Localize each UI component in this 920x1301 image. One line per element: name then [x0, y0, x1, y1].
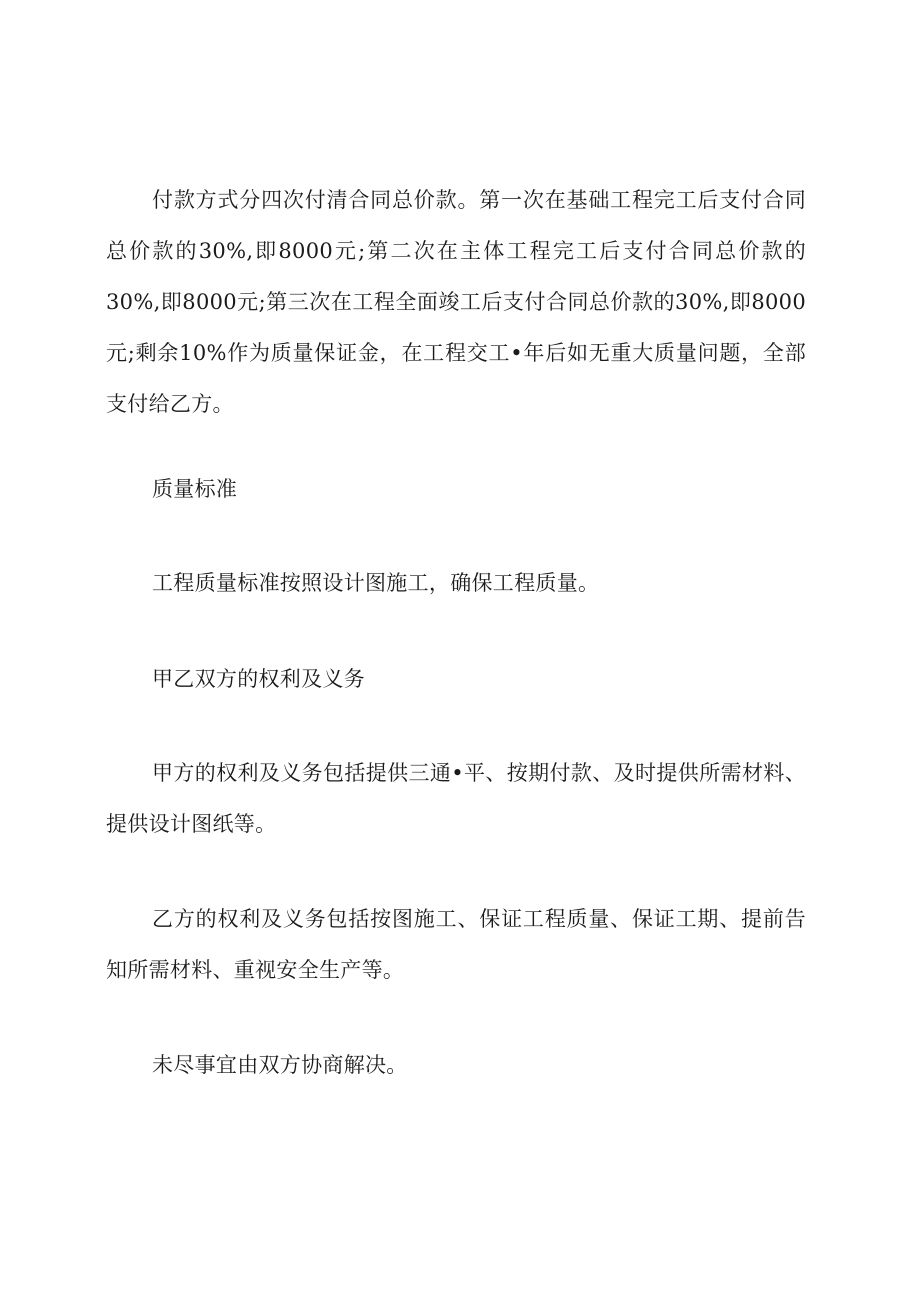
- party-a-rights-paragraph: 甲方的权利及义务包括提供三通•平、按期付款、及时提供所需材料、提供设计图纸等。: [106, 761, 806, 836]
- party-b-rights-paragraph: 乙方的权利及义务包括按图施工、保证工程质量、保证工期、提前告知所需材料、重视安全生产等。: [106, 907, 806, 982]
- quality-standard-heading: 质量标准: [152, 477, 238, 501]
- miscellaneous-paragraph: 未尽事宜由双方协商解决。: [152, 1053, 408, 1077]
- quality-standard-paragraph: 工程质量标准按照设计图施工，确保工程质量。: [152, 571, 600, 595]
- payment-terms-paragraph: 付款方式分四次付清合同总价款。第一次在基础工程完工后支付合同总价款的30%,即8000元;第二次在主体工程完工后支付合同总价款的30%,即8000元;第三次在工程全面竣工后支付合同总价款的30%,即8000元;剩余10%作为质量保证金，在工程交工•年后如无重大质量问题，全部支付给乙方。: [106, 188, 806, 416]
- rights-obligations-heading: 甲乙双方的权利及义务: [152, 667, 365, 691]
